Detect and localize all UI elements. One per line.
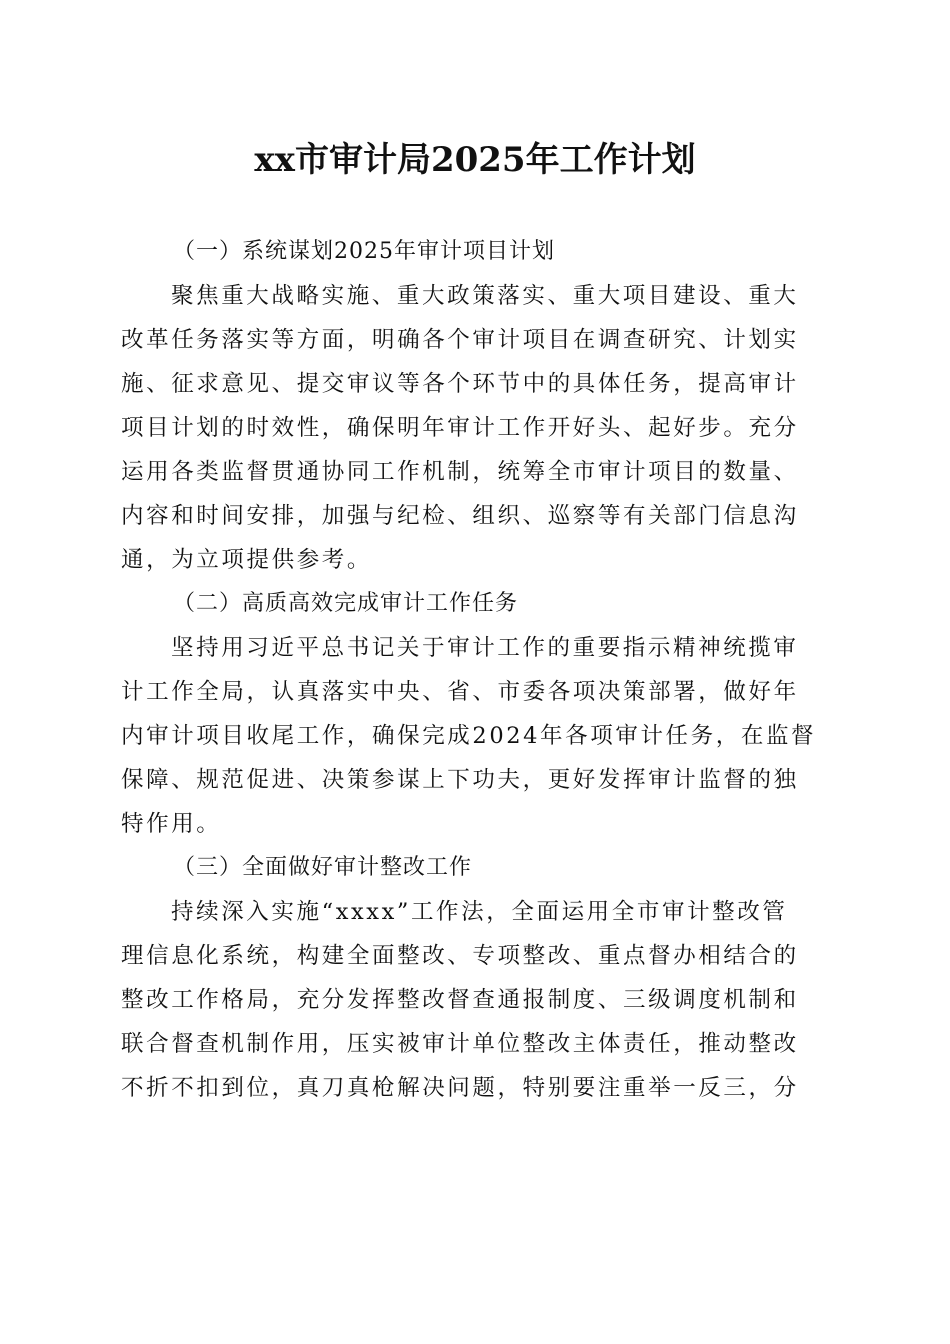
paragraph-line: 持续深入实施“xxxx”工作法，全面运用全市审计整改管 — [171, 899, 788, 925]
paragraph-line: 不折不扣到位，真刀真枪解决问题，特别要注重举一反三，分 — [121, 1075, 799, 1101]
paragraph-line: 特作用。 — [121, 811, 222, 837]
paragraph-line: 理信息化系统，构建全面整改、专项整改、重点督办相结合的 — [121, 943, 799, 969]
section-heading-2: （二）高质高效完成审计工作任务 — [173, 591, 519, 616]
paragraph-line: 联合督查机制作用，压实被审计单位整改主体责任，推动整改 — [121, 1031, 799, 1057]
section-paragraph-3 — [121, 890, 826, 1110]
section-paragraph-2 — [121, 626, 826, 846]
paragraph-line: 施、征求意见、提交审议等各个环节中的具体任务，提高审计 — [121, 371, 799, 397]
section-heading-1: （一）系统谋划2025年审计项目计划 — [173, 239, 555, 264]
document-title: xx市审计局2025年工作计划 — [254, 140, 696, 180]
paragraph-line: 整改工作格局，充分发挥整改督查通报制度、三级调度机制和 — [121, 987, 799, 1013]
paragraph-line: 运用各类监督贯通协同工作机制，统筹全市审计项目的数量、 — [121, 459, 799, 485]
section-paragraph-1 — [121, 274, 826, 582]
paragraph-line: 聚焦重大战略实施、重大政策落实、重大项目建设、重大 — [171, 283, 799, 309]
document-body — [121, 230, 826, 1110]
paragraph-line: 内审计项目收尾工作，确保完成2024年各项审计任务，在监督 — [121, 723, 817, 749]
paragraph-line: 改革任务落实等方面，明确各个审计项目在调查研究、计划实 — [121, 327, 799, 353]
section-heading-3: （三）全面做好审计整改工作 — [173, 855, 473, 880]
paragraph-line: 项目计划的时效性，确保明年审计工作开好头、起好步。充分 — [121, 415, 799, 441]
paragraph-line: 坚持用习近平总书记关于审计工作的重要指示精神统揽审 — [171, 635, 799, 661]
paragraph-line: 通，为立项提供参考。 — [121, 547, 373, 573]
paragraph-line: 保障、规范促进、决策参谋上下功夫，更好发挥审计监督的独 — [121, 767, 799, 793]
paragraph-line: 计工作全局，认真落实中央、省、市委各项决策部署，做好年 — [121, 679, 799, 705]
paragraph-line: 内容和时间安排，加强与纪检、组织、巡察等有关部门信息沟 — [121, 503, 799, 529]
